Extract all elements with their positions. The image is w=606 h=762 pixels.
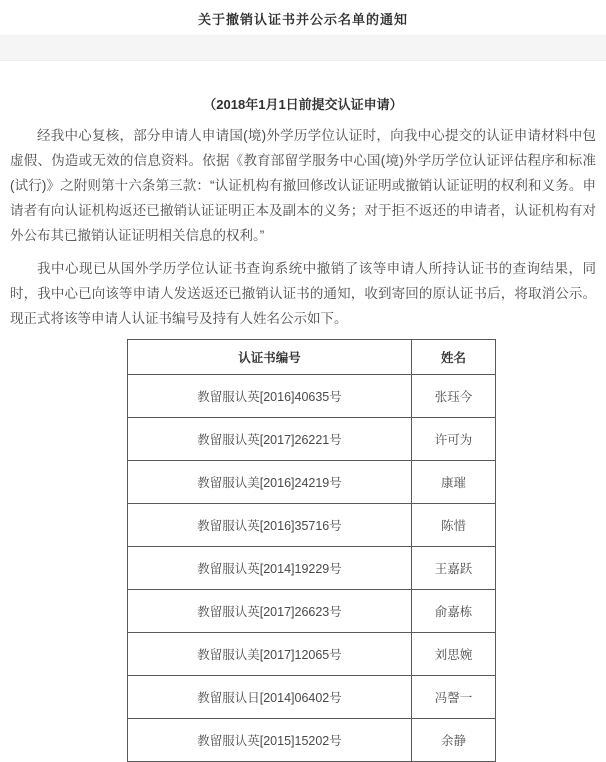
table-row: [128, 633, 496, 676]
table-row: [128, 719, 496, 762]
holder-name-cell: 冯謦一: [412, 676, 496, 719]
notice-paragraph: 经我中心复核，部分申请人申请国(境)外学历学位认证时，向我中心提交的认证申请材料中包虚假、伪造或无效的信息资料。依据《教育部留学服务中心国(境)外学历学位认证评估程序和标准(试行)》之附则第十六条第三款：“认证机构有撤回修改认证证明或撤销认证证明的权利和义务。申请者有向认证机构返还已撤销认证证明正本及副本的义务；对于拒不返还的申请者，认证机构有对外公布其已撤销认证证明相关信息的权利。”: [10, 128, 596, 243]
holder-name-cell: 张珏今: [412, 375, 496, 418]
certificate-number-cell: 教留服认日[2014]06402号: [128, 676, 412, 719]
certificate-number-cell: 教留服认英[2016]40635号: [128, 375, 412, 418]
separator-band: [0, 34, 606, 61]
table-row: [128, 590, 496, 633]
holder-name-cell: 陈惜: [412, 504, 496, 547]
table-row: [128, 504, 496, 547]
holder-name-cell: 许可为: [412, 418, 496, 461]
table-row: [128, 461, 496, 504]
notice-body: [10, 123, 596, 331]
certificate-number-cell: 教留服认英[2017]26221号: [128, 418, 412, 461]
table-row: [128, 418, 496, 461]
certificate-number-cell: 教留服认美[2016]24219号: [128, 461, 412, 504]
table-row: [128, 547, 496, 590]
certificate-number-cell: 教留服认英[2014]19229号: [128, 547, 412, 590]
page-subtitle: （2018年1月1日前提交认证申请）: [203, 97, 403, 112]
table-header-row: [128, 340, 496, 375]
table-row: [128, 676, 496, 719]
certificate-number-cell: 教留服认英[2016]35716号: [128, 504, 412, 547]
column-header-certificate-number: 认证书编号: [128, 340, 412, 375]
holder-name-cell: 康璀: [412, 461, 496, 504]
certificate-number-cell: 教留服认美[2017]12065号: [128, 633, 412, 676]
holder-name-cell: 王嘉跃: [412, 547, 496, 590]
certificate-number-cell: 教留服认英[2017]26623号: [128, 590, 412, 633]
holder-name-cell: 余静: [412, 719, 496, 762]
table-row: [128, 375, 496, 418]
column-header-name: 姓名: [412, 340, 496, 375]
certificate-number-cell: 教留服认英[2015]15202号: [128, 719, 412, 762]
revoked-certificates-table: [127, 339, 496, 762]
page-title: 关于撤销认证书并公示名单的通知: [197, 12, 408, 27]
holder-name-cell: 刘思婉: [412, 633, 496, 676]
holder-name-cell: 俞嘉栋: [412, 590, 496, 633]
notice-paragraph: 我中心现已从国外学历学位认证书查询系统中撤销了该等申请人所持认证书的查询结果，同时，我中心已向该等申请人发送返还已撤销认证书的通知，收到寄回的原认证书后，将取消公示。现正式将该等申请人认证书编号及持有人姓名公示如下。: [10, 261, 596, 326]
